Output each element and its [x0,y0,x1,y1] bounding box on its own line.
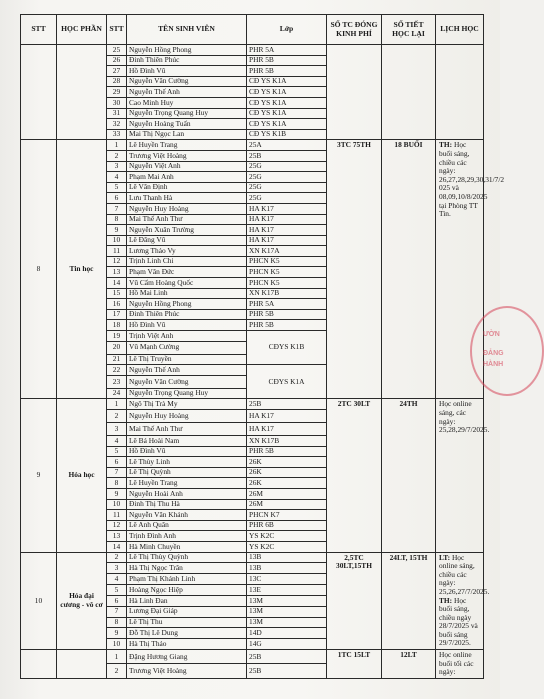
student-class: PHR 5A [247,299,327,310]
student-class: 25A [247,140,327,151]
student-class: HA K17 [247,225,327,236]
student-name: Lê Thị Thu [127,617,247,628]
student-index: 7 [107,467,127,478]
student-class: 26K [247,457,327,468]
student-index: 14 [107,278,127,289]
student-class: 25G [247,182,327,193]
student-name: Nguyễn Xuân Trường [127,225,247,236]
student-index: 12 [107,520,127,531]
credits-cell: 2,5TC 30LT,15TH [327,552,382,650]
student-class: 25B [247,664,327,678]
subject-name-cell [57,45,107,140]
student-index: 10 [107,639,127,650]
student-index: 8 [107,478,127,489]
student-index: 6 [107,595,127,606]
schedule-text: Học online sáng, chiều các ngày: 25,26,27/7/2025. [439,552,490,596]
schedule-cell [436,650,484,679]
student-class: PHCN K5 [247,278,327,289]
student-name: Lê Thị Thùy Quỳnh [127,552,247,563]
student-index: 9 [107,225,127,236]
student-name: Trương Việt Hoàng [127,150,247,161]
student-name: Lê Thị Truyền [127,354,247,365]
student-class: PHR 6B [247,520,327,531]
student-class: PHR 5B [247,309,327,320]
stamp-text: ƯỜN [483,331,500,338]
student-class: CĐYS K1B [247,331,327,365]
student-name: Lê Bá Hoài Nam [127,436,247,447]
student-index: 20 [107,341,127,354]
schedule-text: Học online sáng, các ngày: 25,28,29/7/2025. [439,399,490,435]
student-class: 25G [247,161,327,172]
student-name: Hồ Đình Vũ [127,320,247,331]
student-name: Lê Huyền Trang [127,140,247,151]
student-name: Lương Thảo Vy [127,246,247,257]
student-index: 29 [107,87,127,98]
col-lop: Lớp [247,15,327,45]
group-stt-cell: 10 [21,552,57,650]
col-ten-sinh-vien: TÊN SINH VIÊN [127,15,247,45]
student-name: Trịnh Đình Anh [127,531,247,542]
student-index: 5 [107,182,127,193]
student-index: 25 [107,45,127,56]
student-name: Hoàng Ngọc Hiệp [127,585,247,596]
student-class: YS K2C [247,541,327,552]
student-index: 9 [107,488,127,499]
schedule-text: Học buổi sáng, chiều các ngày: 26,27,28,29,30,31/7/2 025 và 08,09,10/8/2025 tại Phòng TT Tin. [439,140,505,219]
student-class: CĐ YS K1A [247,87,327,98]
student-class: 25G [247,193,327,204]
student-name: Hà Minh Chuyền [127,541,247,552]
table-row [21,140,484,151]
student-class: CĐ YS K1A [247,108,327,119]
student-index: 11 [107,246,127,257]
student-index: 8 [107,214,127,225]
student-name: Lê Văn Định [127,182,247,193]
table-row [21,399,484,410]
student-name: Lê Đăng Vũ [127,235,247,246]
student-class: 13M [247,606,327,617]
student-name: Nguyễn Thế Anh [127,365,247,376]
student-index: 21 [107,354,127,365]
student-name: Hà Linh Đan [127,595,247,606]
schedule-text: Học online buổi tối các ngày: [439,650,474,677]
student-class: PHCN K7 [247,510,327,521]
student-class: CĐ YS K1A [247,97,327,108]
student-index: 31 [107,108,127,119]
student-index: 33 [107,129,127,140]
schedule-cell [436,399,490,552]
retake-hours-cell: 24TH [382,399,436,552]
student-name: Trịnh Linh Chi [127,256,247,267]
col-stt: STT [21,15,57,45]
student-index: 32 [107,119,127,130]
student-index: 13 [107,267,127,278]
student-name: Vũ Mạnh Cường [127,341,247,354]
student-name: Phạm Mai Anh [127,172,247,183]
schedule-cell [436,552,490,650]
student-name: Lê Thị Quỳnh [127,467,247,478]
student-class: 13B [247,552,327,563]
subject-name-cell: Hóa học [57,399,107,552]
stamp-text: ĐẢNG [483,350,504,357]
student-index: 8 [107,617,127,628]
student-index: 3 [107,563,127,574]
student-name: Đinh Thiên Phúc [127,309,247,320]
student-name: Nguyễn Trọng Quang Huy [127,388,247,399]
student-class: CĐYS K1A [247,365,327,399]
student-name: Hồ Đình Vũ [127,446,247,457]
student-class: XN K17A [247,246,327,257]
student-index: 9 [107,628,127,639]
student-class: CĐ YS K1A [247,119,327,130]
student-index: 18 [107,320,127,331]
student-name: Đỗ Thị Lê Dung [127,628,247,639]
student-class: HA K17 [247,214,327,225]
student-index: 1 [107,140,127,151]
student-name: Nguyễn Hoàng Tuấn [127,119,247,130]
student-name: Vũ Cẩm Hoàng Quốc [127,278,247,289]
student-class: CĐ YS K1B [247,129,327,140]
col-so-tiet: SỐ TIẾT HỌC LẠI [382,15,436,45]
student-index: 4 [107,172,127,183]
student-class: 13M [247,595,327,606]
group-stt-cell [21,650,57,679]
student-name: Phạm Thị Khánh Linh [127,574,247,585]
student-index: 12 [107,256,127,267]
student-index: 10 [107,235,127,246]
student-class: 13C [247,574,327,585]
student-class: PHCN K5 [247,267,327,278]
group-stt-cell [21,45,57,140]
student-class: 26K [247,478,327,489]
student-name: Đặng Hương Giang [127,650,247,664]
student-class: XN K17B [247,288,327,299]
col-so-tc: SỐ TC ĐÓNG KINH PHÍ [327,15,382,45]
student-class: HA K17 [247,410,327,423]
student-class: PHR 5B [247,320,327,331]
student-index: 27 [107,66,127,77]
student-name: Hà Thị Ngọc Trân [127,563,247,574]
subject-name-cell: Tin học [57,140,107,399]
student-name: Nguyễn Huy Hoàng [127,410,247,423]
student-name: Lê Thùy Linh [127,457,247,468]
student-name: Phạm Văn Đức [127,267,247,278]
student-index: 7 [107,606,127,617]
student-index: 23 [107,375,127,388]
student-class: 14G [247,639,327,650]
student-index: 5 [107,446,127,457]
student-name: Lê Anh Quân [127,520,247,531]
student-class: 26M [247,488,327,499]
credits-cell [327,45,382,140]
stamp-text: HÀNH [483,361,504,368]
student-class: YS K2C [247,531,327,542]
student-name: Nguyễn Hoài Anh [127,488,247,499]
student-index: 22 [107,365,127,376]
student-name: Nguyễn Thế Anh [127,87,247,98]
student-class: PHR 5B [247,446,327,457]
retake-hours-cell [382,45,436,140]
student-class: CĐ YS K1A [247,76,327,87]
student-class: 25G [247,172,327,183]
table-header-row [21,15,484,45]
student-class: PHR 5B [247,55,327,66]
table-row [21,552,484,563]
schedule-text: TH: [439,140,453,150]
student-index: 2 [107,664,127,678]
student-index: 3 [107,423,127,436]
student-index: 16 [107,299,127,310]
student-index: 5 [107,585,127,596]
student-index: 11 [107,510,127,521]
student-index: 4 [107,574,127,585]
subject-name-cell: Hóa đại cương - vô cơ [57,552,107,650]
student-index: 26 [107,55,127,66]
student-name: Mai Thế Anh Thư [127,214,247,225]
student-class: 13B [247,563,327,574]
student-class: 26K [247,467,327,478]
student-class: 26M [247,499,327,510]
schedule-text: Học buổi sáng, chiều ngày 28/7/2025 và buổi sáng 29/7/2025. [439,595,478,648]
col-stt2: STT [107,15,127,45]
student-name: Trương Việt Hoàng [127,664,247,678]
student-name: Mai Thị Ngọc Lan [127,129,247,140]
student-name: Cao Minh Huy [127,97,247,108]
subject-name-cell [57,650,107,679]
student-index: 6 [107,457,127,468]
credits-cell: 3TC 75TH [327,140,382,399]
student-index: 13 [107,531,127,542]
student-name: Lê Huyền Trang [127,478,247,489]
schedule-cell [436,45,484,140]
table-row [21,45,484,56]
student-class: PHCN K5 [247,256,327,267]
student-name: Đinh Thị Thu Hà [127,499,247,510]
student-index: 2 [107,410,127,423]
student-name: Nguyễn Việt Anh [127,161,247,172]
student-name: Hà Thị Thảo [127,639,247,650]
student-index: 2 [107,150,127,161]
student-name: Nguyễn Hồng Phong [127,45,247,56]
student-index: 14 [107,541,127,552]
student-name: Nguyễn Trọng Quang Huy [127,108,247,119]
student-class: 13M [247,617,327,628]
credits-cell: 2TC 30LT [327,399,382,552]
student-index: 19 [107,331,127,342]
student-class: 25B [247,650,327,664]
student-index: 1 [107,650,127,664]
student-index: 15 [107,288,127,299]
student-name: Nguyễn Văn Cường [127,375,247,388]
student-class: PHR 5B [247,66,327,77]
retake-hours-cell: 24LT, 15TH [382,552,436,650]
student-class: 14D [247,628,327,639]
student-name: Lương Đại Giáp [127,606,247,617]
col-hoc-phan: HỌC PHẦN [57,15,107,45]
student-name: Nguyễn Văn Cường [127,76,247,87]
student-name: Nguyễn Huy Hoàng [127,203,247,214]
group-stt-cell: 9 [21,399,57,552]
student-name: Lưu Thanh Hà [127,193,247,204]
student-index: 2 [107,552,127,563]
student-name: Nguyễn Hồng Phong [127,299,247,310]
student-class: 25B [247,150,327,161]
student-class: HA K17 [247,203,327,214]
student-name: Mai Thế Anh Thư [127,423,247,436]
student-name: Nguyễn Văn Khánh [127,510,247,521]
retake-hours-cell: 18 BUỔI [382,140,436,399]
student-name: Hồ Đình Vũ [127,66,247,77]
student-index: 24 [107,388,127,399]
student-class: 13E [247,585,327,596]
student-name: Trịnh Việt Anh [127,331,247,342]
schedule-text: LT: [439,552,451,562]
student-class: HA K17 [247,235,327,246]
student-name: Đinh Thiên Phúc [127,55,247,66]
student-index: 10 [107,499,127,510]
student-class: XN K17B [247,436,327,447]
student-class: PHR 5A [247,45,327,56]
student-index: 30 [107,97,127,108]
student-index: 28 [107,76,127,87]
student-index: 7 [107,203,127,214]
student-index: 3 [107,161,127,172]
student-index: 4 [107,436,127,447]
student-index: 6 [107,193,127,204]
student-name: Ngô Thị Trà My [127,399,247,410]
student-index: 17 [107,309,127,320]
student-class: HA K17 [247,423,327,436]
col-lich-hoc: LỊCH HỌC [436,15,484,45]
group-stt-cell: 8 [21,140,57,399]
student-name: Hồ Mai Linh [127,288,247,299]
retake-hours-cell: 12LT [382,650,436,679]
schedule-text: TH: [439,595,453,605]
credits-cell: 1TC 15LT [327,650,382,679]
student-index: 1 [107,399,127,410]
student-class: 25B [247,399,327,410]
table-row [21,650,484,664]
